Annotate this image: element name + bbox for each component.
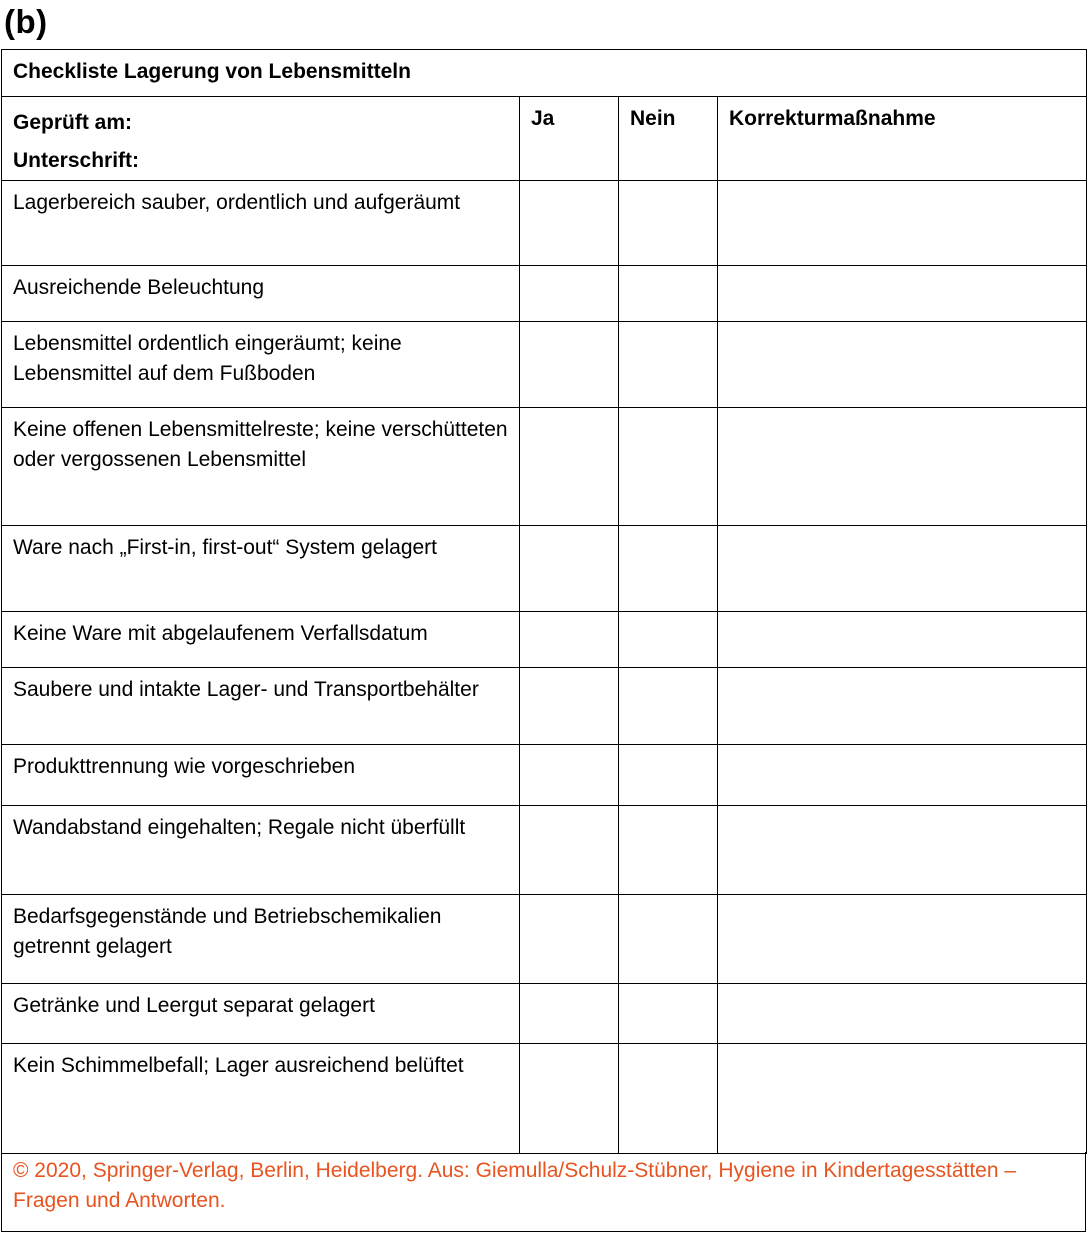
row-criterion: Keine Ware mit abgelaufenem Verfallsdatum	[2, 612, 520, 668]
corrective-action-cell	[718, 612, 1087, 668]
table-row	[2, 322, 1087, 408]
row-criterion: Lagerbereich sauber, ordentlich und aufgeräumt	[2, 181, 520, 266]
header-yes: Ja	[520, 97, 619, 181]
corrective-action-cell	[718, 181, 1087, 266]
no-cell	[619, 266, 718, 322]
no-cell	[619, 612, 718, 668]
table-row	[2, 984, 1087, 1044]
yes-cell	[520, 1044, 619, 1154]
checklist-table	[1, 49, 1087, 1154]
header-checked-signature	[2, 97, 520, 181]
table-row	[2, 806, 1087, 895]
no-cell	[619, 526, 718, 612]
yes-cell	[520, 806, 619, 895]
corrective-action-cell	[718, 526, 1087, 612]
no-cell	[619, 181, 718, 266]
corrective-action-cell	[718, 895, 1087, 984]
yes-cell	[520, 984, 619, 1044]
yes-cell	[520, 266, 619, 322]
yes-cell	[520, 745, 619, 806]
yes-cell	[520, 895, 619, 984]
corrective-action-cell	[718, 322, 1087, 408]
panel-label: (b)	[4, 3, 48, 40]
table-title: Checkliste Lagerung von Lebensmitteln	[2, 50, 1087, 97]
yes-cell	[520, 668, 619, 745]
table-row	[2, 895, 1087, 984]
table-row	[2, 745, 1087, 806]
corrective-action-cell	[718, 408, 1087, 526]
yes-cell	[520, 181, 619, 266]
table-row	[2, 526, 1087, 612]
no-cell	[619, 895, 718, 984]
copyright-notice: © 2020, Springer-Verlag, Berlin, Heidelberg. Aus: Giemulla/Schulz-Stübner, Hygiene in Kindertagesstätten – Fragen und Antworten.	[1, 1152, 1086, 1232]
corrective-action-cell	[718, 806, 1087, 895]
table-row	[2, 612, 1087, 668]
header-checked-on: Geprüft am:	[13, 111, 133, 134]
corrective-action-cell	[718, 1044, 1087, 1154]
no-cell	[619, 408, 718, 526]
header-no: Nein	[619, 97, 718, 181]
table-row	[2, 266, 1087, 322]
corrective-action-cell	[718, 984, 1087, 1044]
table-row	[2, 1044, 1087, 1154]
corrective-action-cell	[718, 266, 1087, 322]
row-criterion: Saubere und intakte Lager- und Transportbehälter	[2, 668, 520, 745]
no-cell	[619, 806, 718, 895]
row-criterion: Getränke und Leergut separat gelagert	[2, 984, 520, 1044]
row-criterion: Lebensmittel ordentlich eingeräumt; keine Lebensmittel auf dem Fußboden	[2, 322, 520, 408]
table-title-row	[2, 50, 1087, 97]
corrective-action-cell	[718, 745, 1087, 806]
corrective-action-cell	[718, 668, 1087, 745]
row-criterion: Bedarfsgegenstände und Betriebschemikalien getrennt gelagert	[2, 895, 520, 984]
row-criterion: Ausreichende Beleuchtung	[2, 266, 520, 322]
no-cell	[619, 745, 718, 806]
table-row	[2, 408, 1087, 526]
no-cell	[619, 984, 718, 1044]
yes-cell	[520, 408, 619, 526]
row-criterion: Keine offenen Lebensmittelreste; keine verschütteten oder vergossenen Lebensmittel	[2, 408, 520, 526]
no-cell	[619, 668, 718, 745]
table-row	[2, 181, 1087, 266]
no-cell	[619, 1044, 718, 1154]
row-criterion: Ware nach „First-in, first-out“ System gelagert	[2, 526, 520, 612]
row-criterion: Kein Schimmelbefall; Lager ausreichend belüftet	[2, 1044, 520, 1154]
yes-cell	[520, 526, 619, 612]
table-row	[2, 668, 1087, 745]
yes-cell	[520, 322, 619, 408]
yes-cell	[520, 612, 619, 668]
header-signature: Unterschrift:	[13, 149, 140, 172]
table-header-row	[2, 97, 1087, 181]
row-criterion: Produkttrennung wie vorgeschrieben	[2, 745, 520, 806]
header-corrective-action: Korrekturmaßnahme	[718, 97, 1087, 181]
row-criterion: Wandabstand eingehalten; Regale nicht überfüllt	[2, 806, 520, 895]
no-cell	[619, 322, 718, 408]
